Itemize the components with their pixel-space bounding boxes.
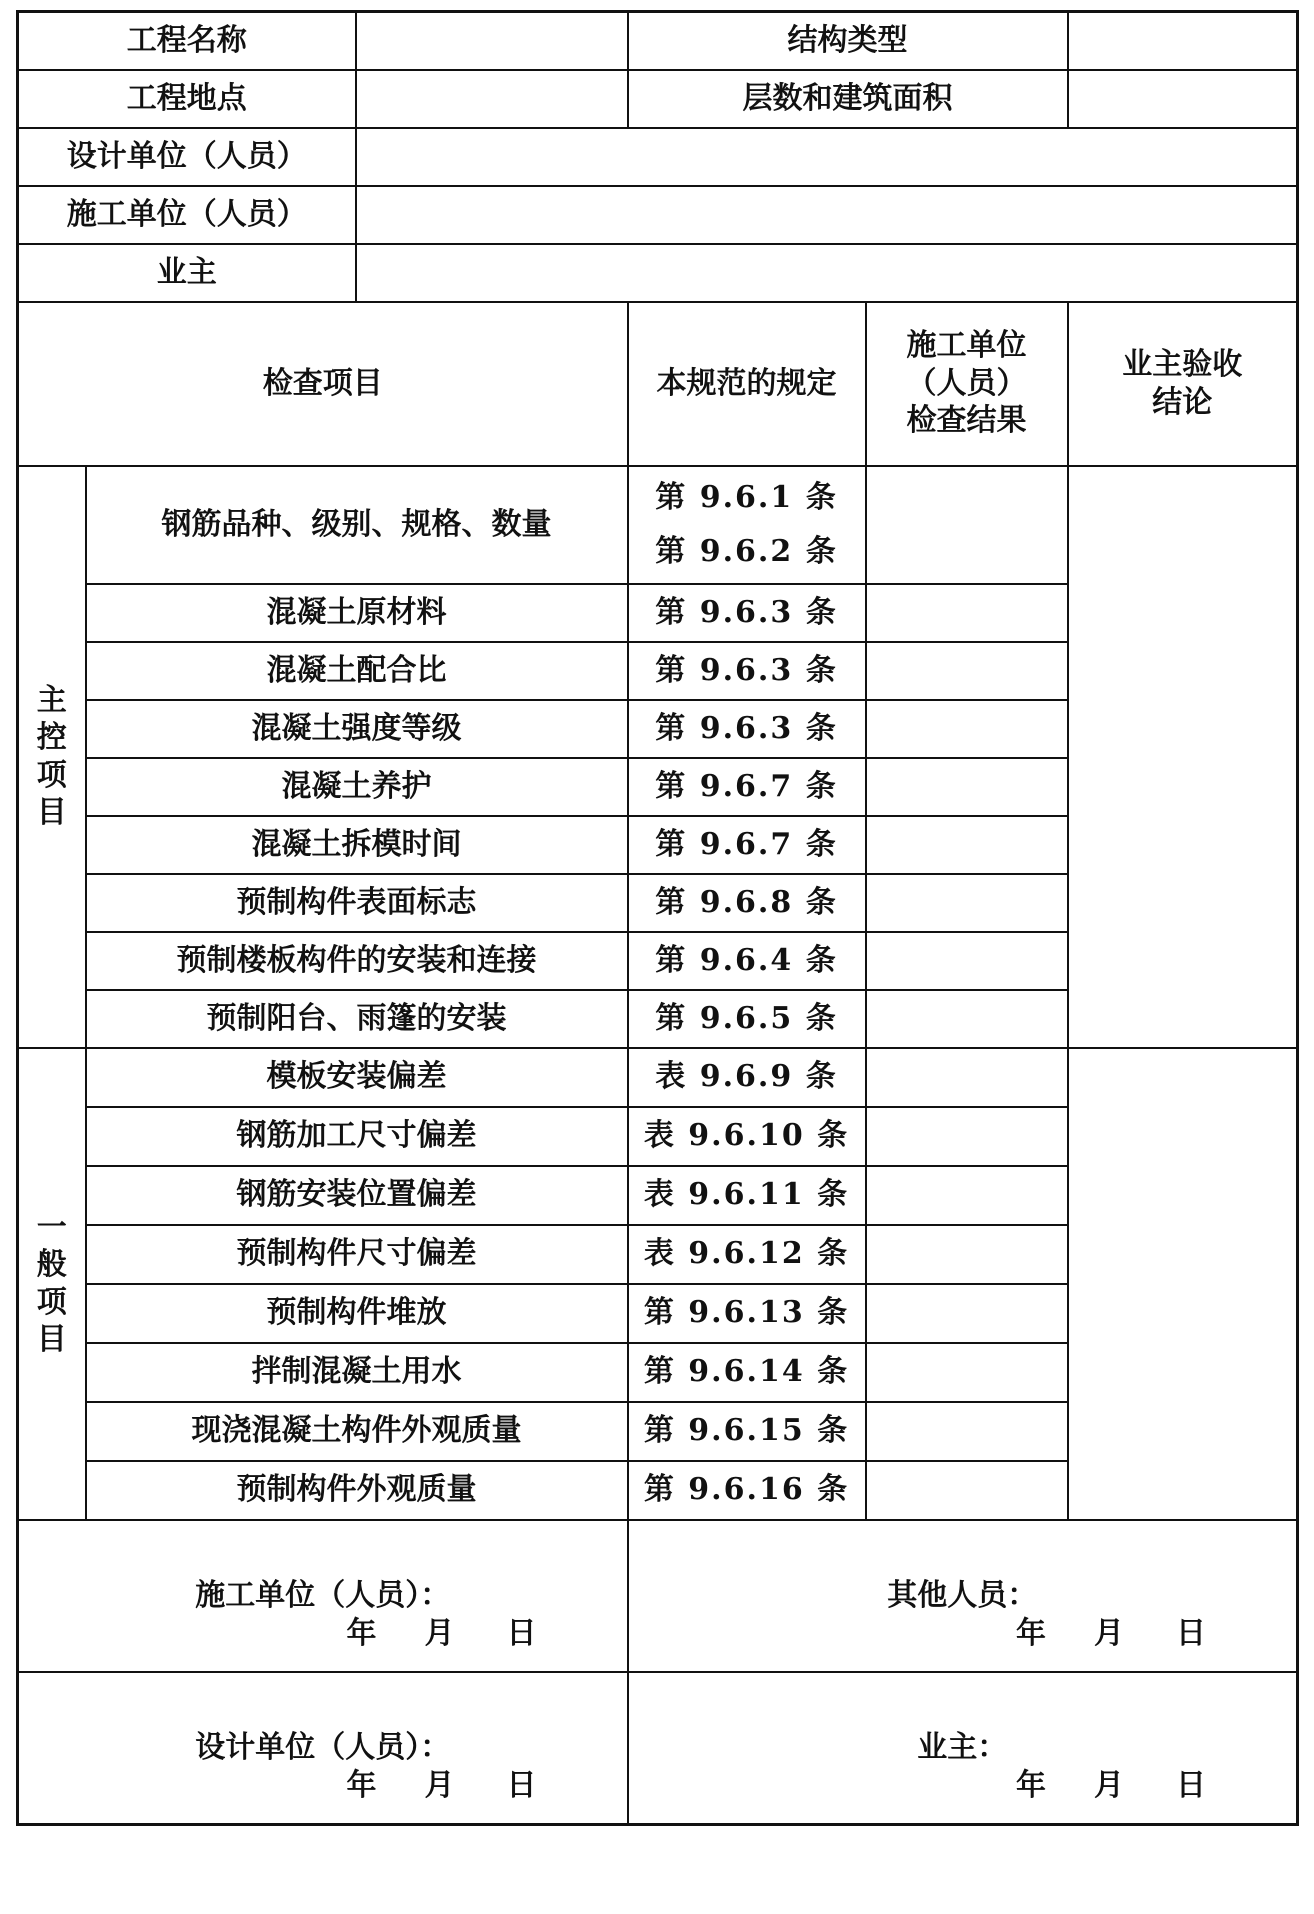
- construction-unit-signature[interactable]: [18, 1520, 628, 1672]
- main-control-label: 主 控 项 目: [18, 466, 86, 1048]
- contractor-result-cell[interactable]: [866, 584, 1068, 642]
- floors-area-label: 层数和建筑面积: [628, 70, 1068, 128]
- check-item: 混凝土原材料: [86, 584, 628, 642]
- spec-rule: 第 9.6.8 条: [628, 874, 866, 932]
- project-name-label: 工程名称: [18, 12, 356, 70]
- sign-date: 年 月 日: [1016, 1768, 1206, 1803]
- check-item: 钢筋品种、级别、规格、数量: [86, 466, 628, 584]
- design-unit-value[interactable]: [356, 128, 1298, 186]
- owner-conclusion-cell[interactable]: [1068, 466, 1298, 1048]
- contractor-result-cell[interactable]: [866, 874, 1068, 932]
- spec-rule: 第 9.6.16 条: [628, 1461, 866, 1520]
- contractor-result-cell[interactable]: [866, 932, 1068, 990]
- contractor-result-cell[interactable]: [866, 1107, 1068, 1166]
- construction-unit-value[interactable]: [356, 186, 1298, 244]
- spec-rule: 第 9.6.4 条: [628, 932, 866, 990]
- structure-type-label: 结构类型: [628, 12, 1068, 70]
- signature-row: [18, 1672, 1298, 1825]
- info-row: [18, 12, 1298, 70]
- spec-rule: 第 9.6.15 条: [628, 1402, 866, 1461]
- contractor-result-cell[interactable]: [866, 1048, 1068, 1107]
- check-item: 现浇混凝土构件外观质量: [86, 1402, 628, 1461]
- contractor-result-cell[interactable]: [866, 1402, 1068, 1461]
- project-location-value[interactable]: [356, 70, 628, 128]
- sign-date: 年 月 日: [346, 1768, 537, 1803]
- design-unit-sign-label: 设计单位（人员）：: [195, 1729, 451, 1765]
- owner-value[interactable]: [356, 244, 1298, 302]
- check-item: 预制阳台、雨篷的安装: [86, 990, 628, 1048]
- design-unit-signature[interactable]: [18, 1672, 628, 1825]
- table-row: [18, 1048, 1298, 1107]
- table-row: [18, 466, 1298, 584]
- info-row: [18, 128, 1298, 186]
- contractor-result-cell[interactable]: [866, 466, 1068, 584]
- other-personnel-signature[interactable]: [628, 1520, 1298, 1672]
- sign-date: 年 月 日: [1016, 1616, 1206, 1651]
- check-items-header: 检查项目: [18, 302, 628, 466]
- spec-rule: 第 9.6.3 条: [628, 584, 866, 642]
- owner-sign-label: 业主：: [917, 1729, 1008, 1765]
- general-items-label: 一 般 项 目: [18, 1048, 86, 1520]
- check-item: 混凝土拆模时间: [86, 816, 628, 874]
- acceptance-form: [16, 10, 1296, 1900]
- info-row: [18, 186, 1298, 244]
- contractor-result-cell[interactable]: [866, 1166, 1068, 1225]
- construction-unit-sign-label: 施工单位（人员）：: [195, 1577, 451, 1613]
- contractor-result-header: 施工单位 （人员） 检查结果: [866, 302, 1068, 466]
- contractor-result-cell[interactable]: [866, 1225, 1068, 1284]
- spec-rule: 第 9.6.1 条 第 9.6.2 条: [628, 466, 866, 584]
- contractor-result-cell[interactable]: [866, 816, 1068, 874]
- check-item: 预制构件尺寸偏差: [86, 1225, 628, 1284]
- signature-row: [18, 1520, 1298, 1672]
- spec-rule: 第 9.6.7 条: [628, 758, 866, 816]
- info-row: [18, 70, 1298, 128]
- spec-rule: 第 9.6.13 条: [628, 1284, 866, 1343]
- owner-conclusion-cell[interactable]: [1068, 1048, 1298, 1520]
- check-item: 钢筋安装位置偏差: [86, 1166, 628, 1225]
- check-item: 混凝土强度等级: [86, 700, 628, 758]
- spec-rule: 表 9.6.11 条: [628, 1166, 866, 1225]
- contractor-result-cell[interactable]: [866, 1461, 1068, 1520]
- project-location-label: 工程地点: [18, 70, 356, 128]
- contractor-result-cell[interactable]: [866, 700, 1068, 758]
- check-item: 混凝土养护: [86, 758, 628, 816]
- sign-date: 年 月 日: [346, 1616, 537, 1651]
- inspection-table: [16, 10, 1299, 1826]
- contractor-result-cell[interactable]: [866, 1284, 1068, 1343]
- spec-rule: 第 9.6.3 条: [628, 642, 866, 700]
- spec-rule-header: 本规范的规定: [628, 302, 866, 466]
- check-item: 模板安装偏差: [86, 1048, 628, 1107]
- spec-rule: 第 9.6.14 条: [628, 1343, 866, 1402]
- check-item: 拌制混凝土用水: [86, 1343, 628, 1402]
- spec-rule: 第 9.6.5 条: [628, 990, 866, 1048]
- check-item: 预制楼板构件的安装和连接: [86, 932, 628, 990]
- spec-rule: 表 9.6.9 条: [628, 1048, 866, 1107]
- owner-signature[interactable]: [628, 1672, 1298, 1825]
- floors-area-value[interactable]: [1068, 70, 1298, 128]
- structure-type-value[interactable]: [1068, 12, 1298, 70]
- check-item: 预制构件外观质量: [86, 1461, 628, 1520]
- spec-rule: 表 9.6.12 条: [628, 1225, 866, 1284]
- owner-label: 业主: [18, 244, 356, 302]
- check-item: 预制构件堆放: [86, 1284, 628, 1343]
- column-header-row: [18, 302, 1298, 466]
- construction-unit-label: 施工单位（人员）: [18, 186, 356, 244]
- other-personnel-sign-label: 其他人员：: [887, 1577, 1038, 1613]
- spec-rule: 表 9.6.10 条: [628, 1107, 866, 1166]
- project-name-value[interactable]: [356, 12, 628, 70]
- check-item: 预制构件表面标志: [86, 874, 628, 932]
- owner-conclusion-header: 业主验收 结论: [1068, 302, 1298, 466]
- design-unit-label: 设计单位（人员）: [18, 128, 356, 186]
- check-item: 混凝土配合比: [86, 642, 628, 700]
- contractor-result-cell[interactable]: [866, 1343, 1068, 1402]
- spec-rule: 第 9.6.3 条: [628, 700, 866, 758]
- contractor-result-cell[interactable]: [866, 642, 1068, 700]
- spec-rule: 第 9.6.7 条: [628, 816, 866, 874]
- check-item: 钢筋加工尺寸偏差: [86, 1107, 628, 1166]
- info-row: [18, 244, 1298, 302]
- contractor-result-cell[interactable]: [866, 758, 1068, 816]
- contractor-result-cell[interactable]: [866, 990, 1068, 1048]
